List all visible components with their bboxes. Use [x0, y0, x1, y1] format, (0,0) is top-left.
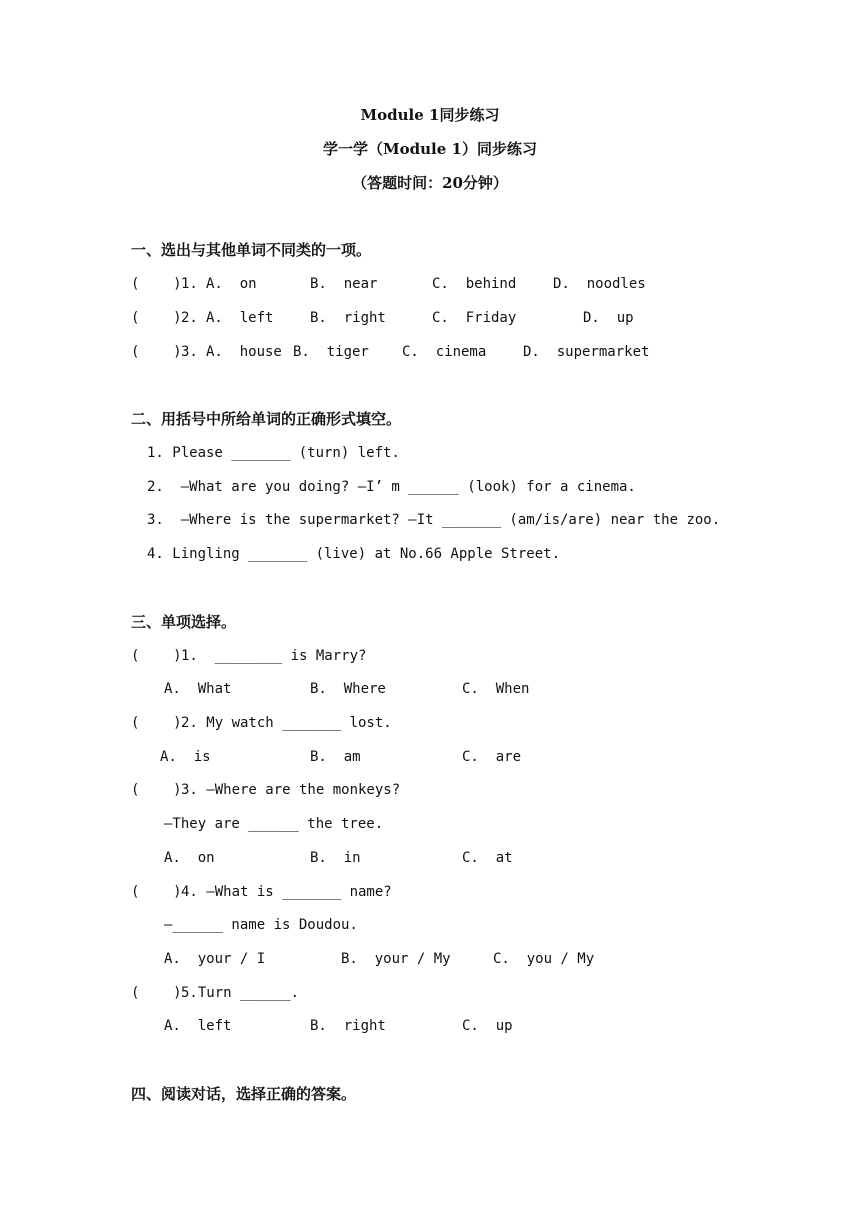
- question-stem: 2. My watch _______ lost.: [181, 715, 392, 731]
- question-stem: 1. ________ is Marry?: [181, 648, 367, 664]
- question-stem: 5.Turn ______.: [181, 985, 300, 1001]
- option-c: C. When: [462, 681, 530, 697]
- answer-paren[interactable]: ( ): [131, 782, 182, 798]
- option-a: A. left: [164, 1018, 232, 1034]
- option-b: B. Where: [310, 681, 386, 697]
- option-b: B. your / My: [341, 951, 451, 967]
- fill-blank-item: 3. —Where is the supermarket? —It _______ (am/is/are) near the zoo.: [147, 512, 721, 528]
- answer-paren[interactable]: ( ): [131, 310, 182, 326]
- option-c: C. up: [462, 1018, 513, 1034]
- question-number: 3.: [181, 344, 198, 360]
- question-line2: —______ name is Doudou.: [164, 917, 358, 933]
- answer-paren[interactable]: ( ): [131, 985, 182, 1001]
- time-note: （答题时间：20分钟）: [352, 174, 508, 192]
- fill-blank-item: 1. Please _______ (turn) left.: [147, 445, 400, 461]
- option-c: C. Friday: [432, 310, 517, 326]
- section2-heading: 二、用括号中所给单词的正确形式填空。: [131, 410, 402, 428]
- option-c: C. behind: [432, 276, 517, 292]
- answer-paren[interactable]: ( ): [131, 344, 182, 360]
- option-d: D. up: [583, 310, 634, 326]
- fill-blank-item: 2. —What are you doing? —I’ m ______ (look) for a cinema.: [147, 479, 636, 495]
- section3-heading: 三、单项选择。: [131, 613, 237, 631]
- option-b: B. right: [310, 1018, 386, 1034]
- option-a: A. house: [206, 344, 282, 360]
- question-stem: 3. —Where are the monkeys?: [181, 782, 401, 798]
- option-a: A. your / I: [164, 951, 266, 967]
- answer-paren[interactable]: ( ): [131, 276, 182, 292]
- option-b: B. right: [310, 310, 386, 326]
- question-stem: 4. —What is _______ name?: [181, 884, 392, 900]
- option-d: D. supermarket: [523, 344, 650, 360]
- option-a: A. on: [206, 276, 257, 292]
- option-a: A. What: [164, 681, 232, 697]
- option-b: B. am: [310, 749, 361, 765]
- question-number: 2.: [181, 310, 198, 326]
- option-b: B. in: [310, 850, 361, 866]
- option-a: A. left: [206, 310, 274, 326]
- section1-heading: 一、选出与其他单词不同类的一项。: [131, 241, 372, 259]
- answer-paren[interactable]: ( ): [131, 884, 182, 900]
- option-d: D. noodles: [553, 276, 646, 292]
- option-b: B. near: [310, 276, 378, 292]
- page-title: Module 1同步练习: [360, 106, 500, 124]
- question-line2: —They are ______ the tree.: [164, 816, 384, 832]
- page-subtitle: 学一学（Module 1）同步练习: [323, 140, 537, 158]
- option-a: A. on: [164, 850, 215, 866]
- option-a: A. is: [160, 749, 211, 765]
- option-b: B. tiger: [293, 344, 369, 360]
- option-c: C. at: [462, 850, 513, 866]
- answer-paren[interactable]: ( ): [131, 648, 182, 664]
- fill-blank-item: 4. Lingling _______ (live) at No.66 Apple Street.: [147, 546, 561, 562]
- answer-paren[interactable]: ( ): [131, 715, 182, 731]
- option-c: C. are: [462, 749, 522, 765]
- question-number: 1.: [181, 276, 198, 292]
- option-c: C. cinema: [402, 344, 487, 360]
- option-c: C. you / My: [493, 951, 595, 967]
- section4-heading: 四、阅读对话，选择正确的答案。: [131, 1085, 357, 1103]
